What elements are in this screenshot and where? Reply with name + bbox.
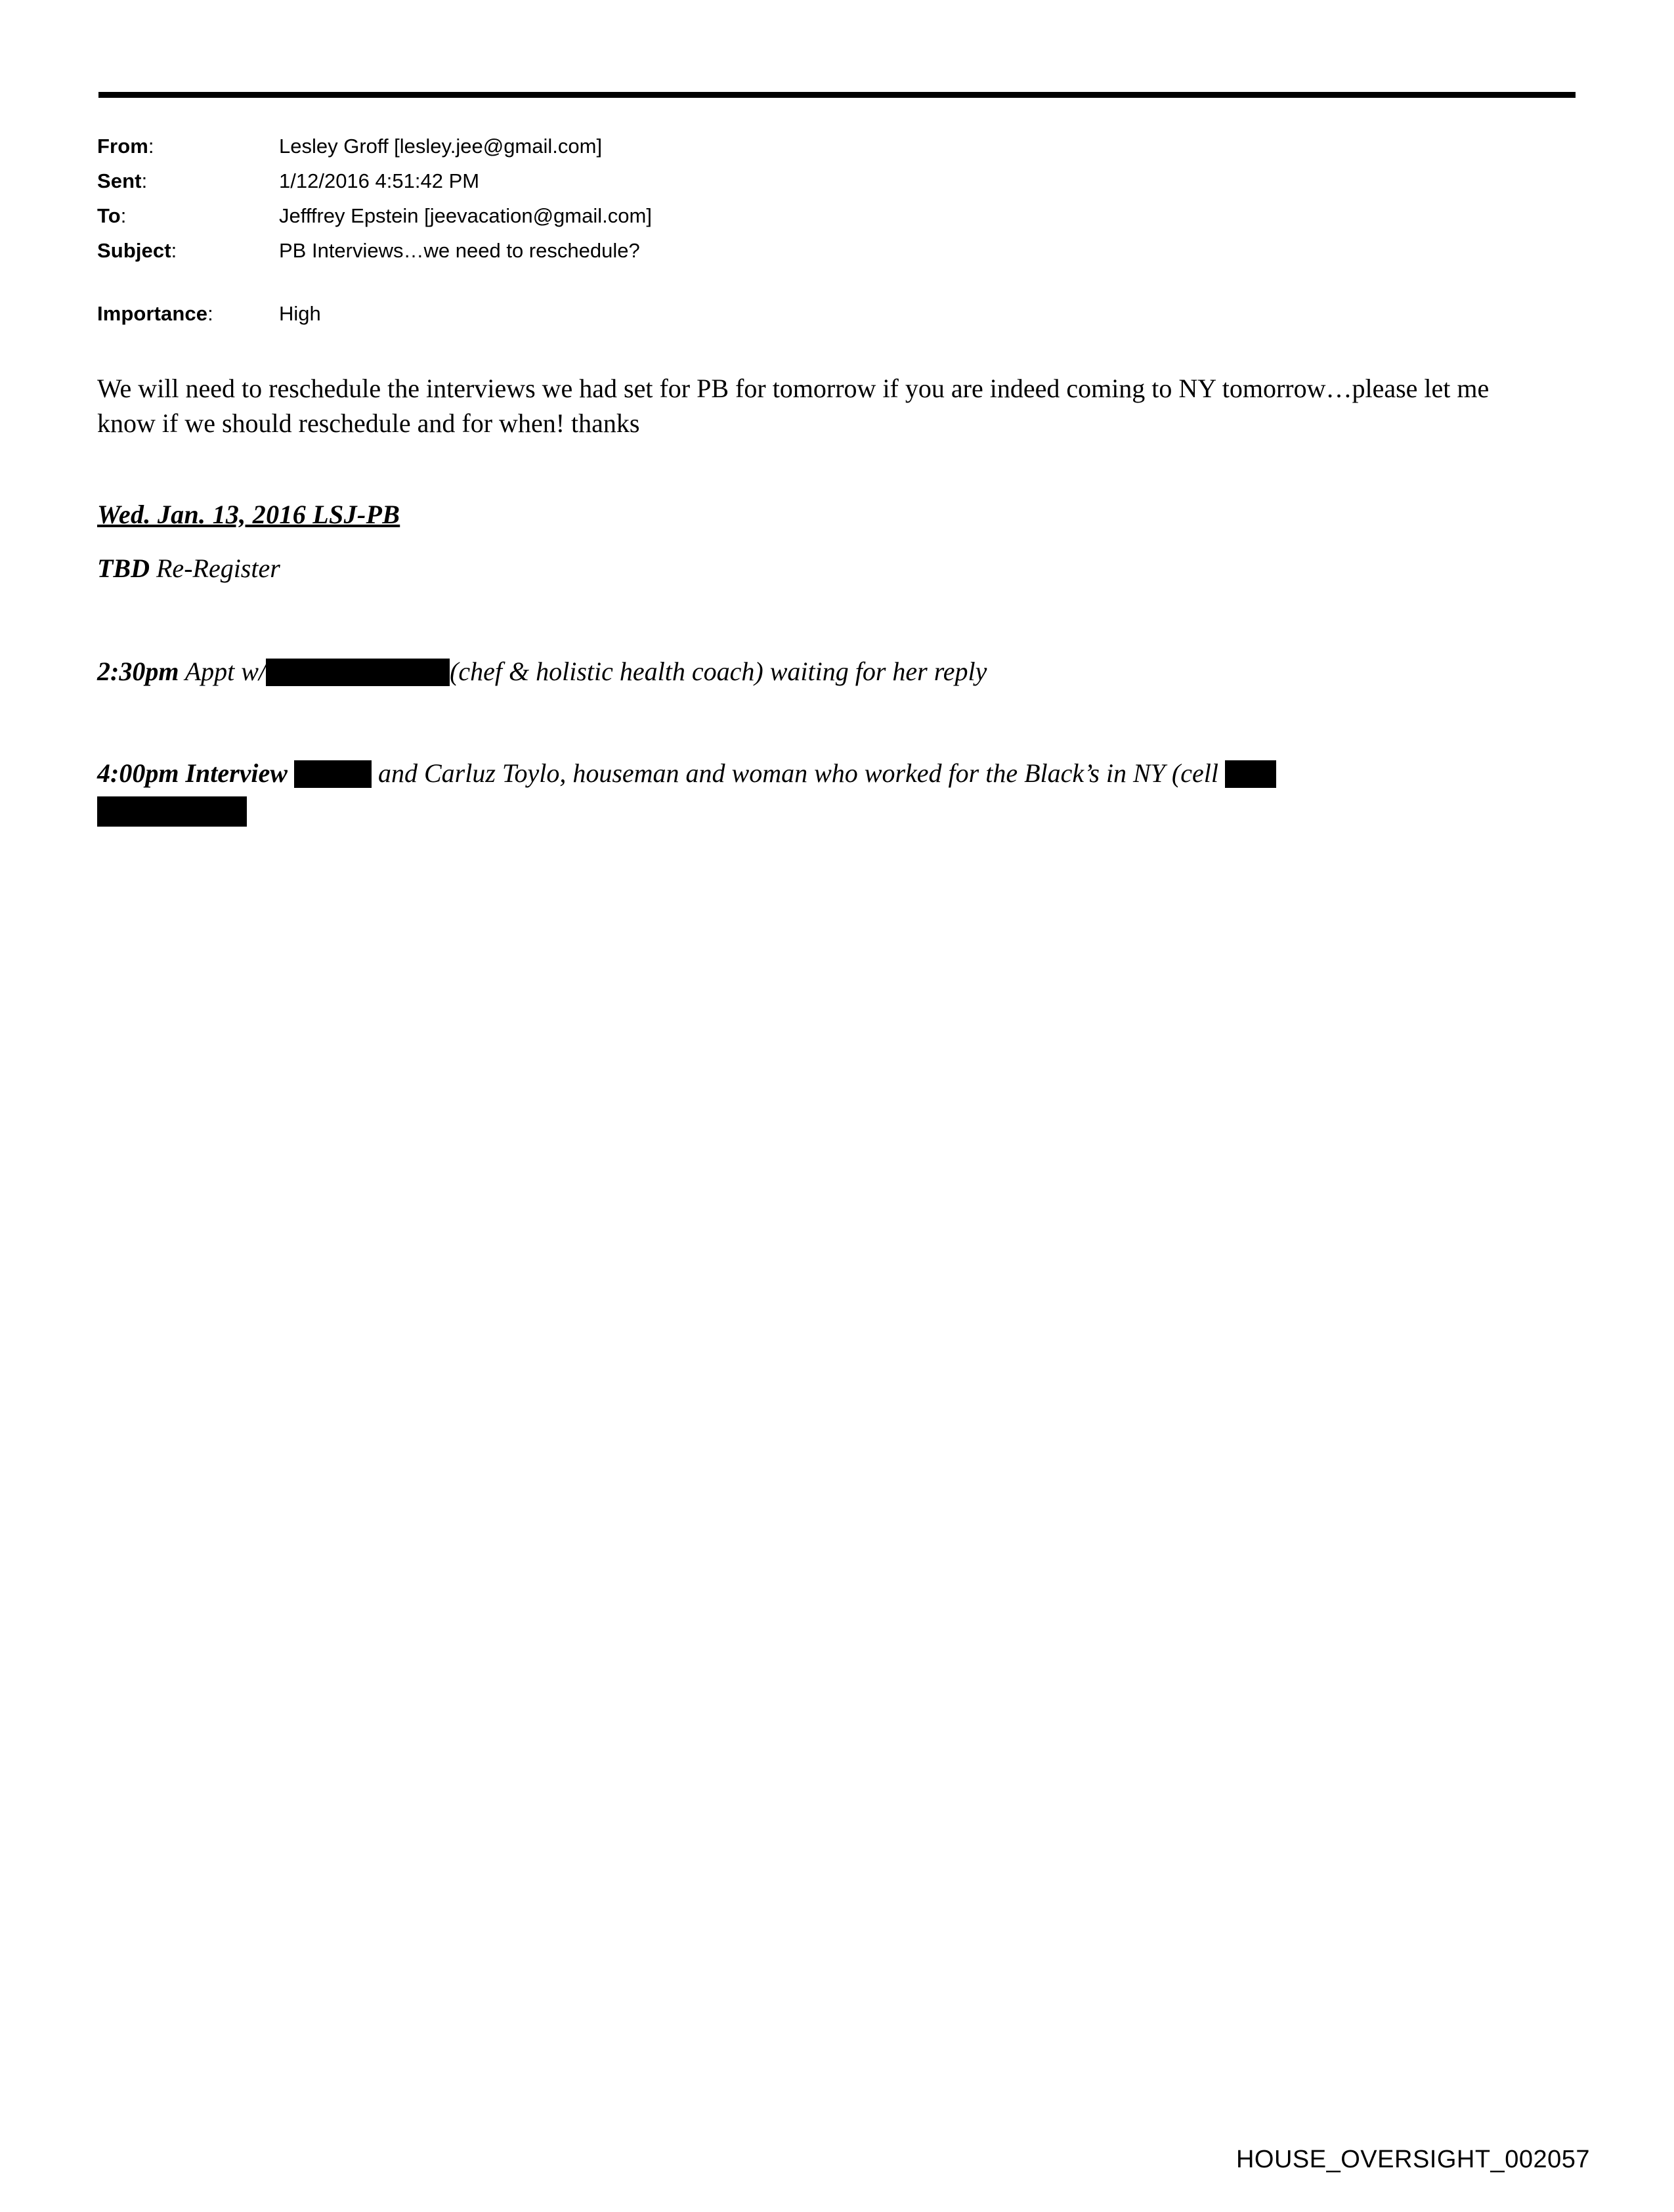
redaction-block-cell-1	[1225, 760, 1276, 788]
importance-label: Importance:	[97, 302, 213, 325]
header-row-to	[97, 204, 1410, 239]
redaction-block-name-1	[266, 659, 450, 686]
header-row-subject	[97, 239, 1410, 274]
schedule-text-400pm-before	[288, 758, 294, 788]
schedule-item-400pm	[97, 755, 1541, 791]
schedule-item-tbd	[97, 550, 1541, 586]
importance-row	[97, 302, 321, 326]
header-row-from	[97, 135, 1410, 169]
email-body-paragraph: We will need to reschedule the interviews we had set for PB for tomorrow if you are indeed coming to NY tomorrow…please let me know if we should reschedule and for when! thanks	[97, 374, 1490, 438]
header-value-from: Lesley Groff [lesley.jee@gmail.com]	[279, 135, 603, 158]
schedule-time-400pm: 4:00pm Interview	[97, 758, 288, 788]
schedule-text-400pm-after: and Carluz Toylo, houseman and woman who worked for the Black’s in NY (cell	[371, 758, 1225, 788]
schedule-title: Wed. Jan. 13, 2016 LSJ-PB	[97, 500, 400, 529]
header-value-sent: 1/12/2016 4:51:42 PM	[279, 169, 480, 192]
header-label-from: From:	[97, 135, 154, 158]
header-rule	[98, 92, 1576, 98]
header-label-sent: Sent:	[97, 169, 148, 192]
schedule-time-230pm: 2:30pm	[97, 657, 179, 686]
header-row-sent	[97, 169, 1410, 204]
header-label-subject: Subject:	[97, 239, 177, 262]
redaction-block-name-2	[294, 760, 372, 788]
email-header	[97, 135, 1410, 274]
bates-stamp: HOUSE_OVERSIGHT_002057	[1235, 2146, 1590, 2173]
schedule-text-230pm-before: Appt w/	[179, 657, 267, 686]
header-value-subject: PB Interviews…we need to reschedule?	[279, 239, 640, 262]
redaction-block-cell-2	[97, 796, 247, 827]
importance-value: High	[279, 302, 321, 325]
schedule-item-230pm	[97, 653, 1541, 689]
schedule-time-tbd: TBD	[97, 553, 150, 583]
header-value-to: Jefffrey Epstein [jeevacation@gmail.com]	[279, 204, 652, 227]
schedule-text-230pm-after: (chef & holistic health coach) waiting for her reply	[450, 657, 987, 686]
schedule-text-tbd: Re-Register	[150, 553, 280, 583]
header-label-to: To:	[97, 204, 127, 227]
